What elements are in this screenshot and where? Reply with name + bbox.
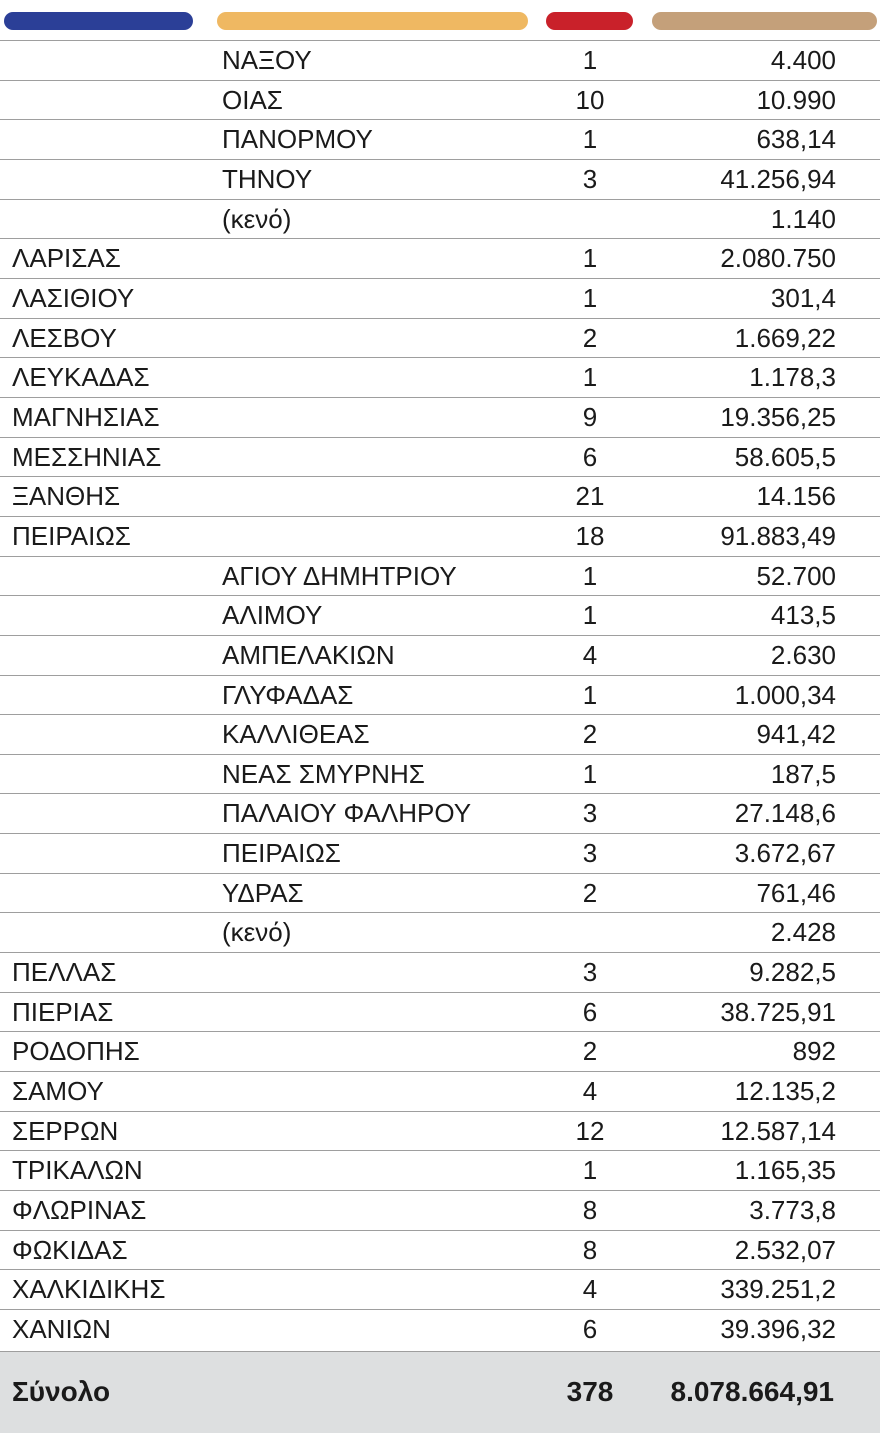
table-row — [0, 159, 880, 199]
region-cell: ΛΑΡΙΣΑΣ — [12, 243, 121, 274]
table-row — [0, 873, 880, 913]
municipality-cell: ΠΕΙΡΑΙΩΣ — [222, 838, 341, 869]
table-row — [0, 1230, 880, 1270]
count-cell: 1 — [582, 679, 598, 710]
amount-cell: 58.605,5 — [734, 441, 836, 472]
municipality-cell: ΠΑΛΑΙΟΥ ΦΑΛΗΡΟΥ — [222, 798, 472, 829]
table-row — [0, 278, 880, 318]
region-cell: ΧΑΝΙΩΝ — [12, 1314, 111, 1344]
column-bar-count — [546, 12, 633, 30]
region-cell: ΣΕΡΡΩΝ — [12, 1115, 119, 1146]
amount-cell: 14.156 — [756, 481, 836, 512]
count-cell: 10 — [575, 84, 605, 115]
region-cell: ΛΑΣΙΘΙΟΥ — [12, 282, 135, 313]
count-cell: 6 — [582, 1314, 598, 1344]
amount-cell: 1.178,3 — [749, 362, 836, 393]
amount-cell: 187,5 — [770, 758, 836, 789]
region-cell: ΣΑΜΟΥ — [12, 1076, 104, 1107]
municipality-cell: ΑΜΠΕΛΑΚΙΩΝ — [222, 639, 395, 670]
amount-cell: 1.165,35 — [734, 1155, 836, 1186]
table-row — [0, 397, 880, 437]
amount-cell: 339.251,2 — [720, 1274, 836, 1305]
amount-cell: 2.080.750 — [720, 243, 836, 274]
region-cell: ΜΑΓΝΗΣΙΑΣ — [12, 401, 160, 432]
amount-cell: 19.356,25 — [720, 401, 836, 432]
region-cell: ΠΙΕΡΙΑΣ — [12, 996, 114, 1027]
table-row — [0, 952, 880, 992]
table-row — [0, 595, 880, 635]
table-row — [0, 714, 880, 754]
count-cell: 1 — [582, 758, 598, 789]
amount-cell: 27.148,6 — [734, 798, 836, 829]
count-cell: 3 — [582, 838, 598, 869]
amount-cell: 9.282,5 — [749, 957, 836, 988]
amount-cell: 941,42 — [756, 719, 836, 750]
total-amount: 8.078.664,91 — [670, 1376, 834, 1407]
count-cell: 3 — [582, 957, 598, 988]
municipality-cell: ΑΛΙΜΟΥ — [222, 600, 323, 631]
amount-cell: 1.000,34 — [734, 679, 836, 710]
count-cell: 18 — [575, 520, 605, 551]
column-color-bars — [0, 0, 880, 40]
table-row — [0, 754, 880, 794]
table-row — [0, 1111, 880, 1151]
total-row — [0, 1351, 880, 1433]
amount-cell: 12.587,14 — [720, 1115, 836, 1146]
region-cell: ΧΑΛΚΙΔΙΚΗΣ — [12, 1274, 166, 1305]
table-row — [0, 1150, 880, 1190]
region-cell: ΛΕΥΚΑΔΑΣ — [12, 362, 150, 393]
municipality-cell: ΤΗΝΟΥ — [222, 163, 313, 194]
count-cell: 3 — [582, 163, 598, 194]
table-row — [0, 1190, 880, 1230]
data-table — [0, 40, 880, 1349]
amount-cell: 2.428 — [770, 917, 836, 948]
count-cell: 1 — [582, 1155, 598, 1186]
amount-cell: 3.672,67 — [734, 838, 836, 869]
table-row — [0, 476, 880, 516]
table-row — [0, 80, 880, 120]
table-row — [0, 675, 880, 715]
table-row — [0, 635, 880, 675]
table-row — [0, 516, 880, 556]
count-cell: 2 — [582, 719, 598, 750]
count-cell: 3 — [582, 798, 598, 829]
total-count: 378 — [566, 1376, 614, 1407]
municipality-cell: ΝΑΞΟΥ — [222, 45, 312, 75]
total-label: Σύνολο — [12, 1376, 111, 1407]
table-row — [0, 357, 880, 397]
amount-cell: 301,4 — [770, 282, 836, 313]
count-cell: 21 — [575, 481, 605, 512]
column-bar-region — [4, 12, 193, 30]
table-row — [0, 912, 880, 952]
amount-cell: 39.396,32 — [720, 1314, 836, 1344]
amount-cell: 41.256,94 — [720, 163, 836, 194]
table-row — [0, 1269, 880, 1309]
amount-cell: 91.883,49 — [720, 520, 836, 551]
count-cell: 8 — [582, 1195, 598, 1226]
count-cell: 4 — [582, 1274, 598, 1305]
region-cell: ΛΕΣΒΟΥ — [12, 322, 117, 353]
amount-cell: 3.773,8 — [749, 1195, 836, 1226]
amount-cell: 1.140 — [770, 203, 836, 234]
municipality-cell: (κενό) — [222, 917, 292, 948]
amount-cell: 638,14 — [756, 124, 836, 155]
table-row — [0, 238, 880, 278]
table-row — [0, 1031, 880, 1071]
count-cell: 4 — [582, 639, 598, 670]
count-cell: 4 — [582, 1076, 598, 1107]
column-bar-municipality — [217, 12, 528, 30]
amount-cell: 4.400 — [770, 45, 836, 75]
amount-cell: 52.700 — [756, 560, 836, 591]
count-cell: 6 — [582, 996, 598, 1027]
table-row — [0, 833, 880, 873]
region-cell: ΡΟΔΟΠΗΣ — [12, 1036, 140, 1067]
amount-cell: 2.630 — [770, 639, 836, 670]
count-cell: 6 — [582, 441, 598, 472]
region-cell: ΠΕΛΛΑΣ — [12, 957, 117, 988]
amount-cell: 413,5 — [770, 600, 836, 631]
amount-cell: 38.725,91 — [720, 996, 836, 1027]
municipality-cell: ΟΙΑΣ — [222, 84, 283, 115]
count-cell: 1 — [582, 560, 598, 591]
table-row — [0, 318, 880, 358]
region-cell: ΦΛΩΡΙΝΑΣ — [12, 1195, 147, 1226]
region-cell: ΠΕΙΡΑΙΩΣ — [12, 520, 131, 551]
table-row — [0, 40, 880, 80]
table-row — [0, 199, 880, 239]
amount-cell: 892 — [792, 1036, 836, 1067]
count-cell: 1 — [582, 600, 598, 631]
count-cell: 1 — [582, 362, 598, 393]
municipality-cell: ΥΔΡΑΣ — [222, 877, 304, 908]
count-cell: 2 — [582, 1036, 598, 1067]
region-cell: ΦΩΚΙΔΑΣ — [12, 1234, 128, 1265]
municipality-cell: ΝΕΑΣ ΣΜΥΡΝΗΣ — [222, 758, 425, 789]
region-cell: ΤΡΙΚΑΛΩΝ — [12, 1155, 143, 1186]
region-cell: ΜΕΣΣΗΝΙΑΣ — [12, 441, 162, 472]
count-cell: 8 — [582, 1234, 598, 1265]
table-row — [0, 556, 880, 596]
amount-cell: 2.532,07 — [734, 1234, 836, 1265]
table-row — [0, 793, 880, 833]
count-cell: 1 — [582, 243, 598, 274]
amount-cell: 10.990 — [756, 84, 836, 115]
region-cell: ΞΑΝΘΗΣ — [12, 481, 121, 512]
count-cell: 12 — [575, 1115, 605, 1146]
count-cell: 1 — [582, 124, 598, 155]
municipality-cell: ΓΛΥΦΑΔΑΣ — [222, 679, 354, 710]
count-cell: 1 — [582, 45, 598, 75]
amount-cell: 761,46 — [756, 877, 836, 908]
table-row — [0, 119, 880, 159]
table-row — [0, 992, 880, 1032]
count-cell: 9 — [582, 401, 598, 432]
table-row — [0, 1071, 880, 1111]
municipality-cell: (κενό) — [222, 203, 292, 234]
amount-cell: 1.669,22 — [734, 322, 836, 353]
table-row — [0, 437, 880, 477]
table-row — [0, 1309, 880, 1349]
count-cell: 2 — [582, 877, 598, 908]
column-bar-amount — [652, 12, 877, 30]
municipality-cell: ΑΓΙΟΥ ΔΗΜΗΤΡΙΟΥ — [222, 560, 457, 591]
municipality-cell: ΠΑΝΟΡΜΟΥ — [222, 124, 373, 155]
count-cell: 2 — [582, 322, 598, 353]
municipality-cell: ΚΑΛΛΙΘΕΑΣ — [222, 719, 370, 750]
count-cell: 1 — [582, 282, 598, 313]
amount-cell: 12.135,2 — [734, 1076, 836, 1107]
